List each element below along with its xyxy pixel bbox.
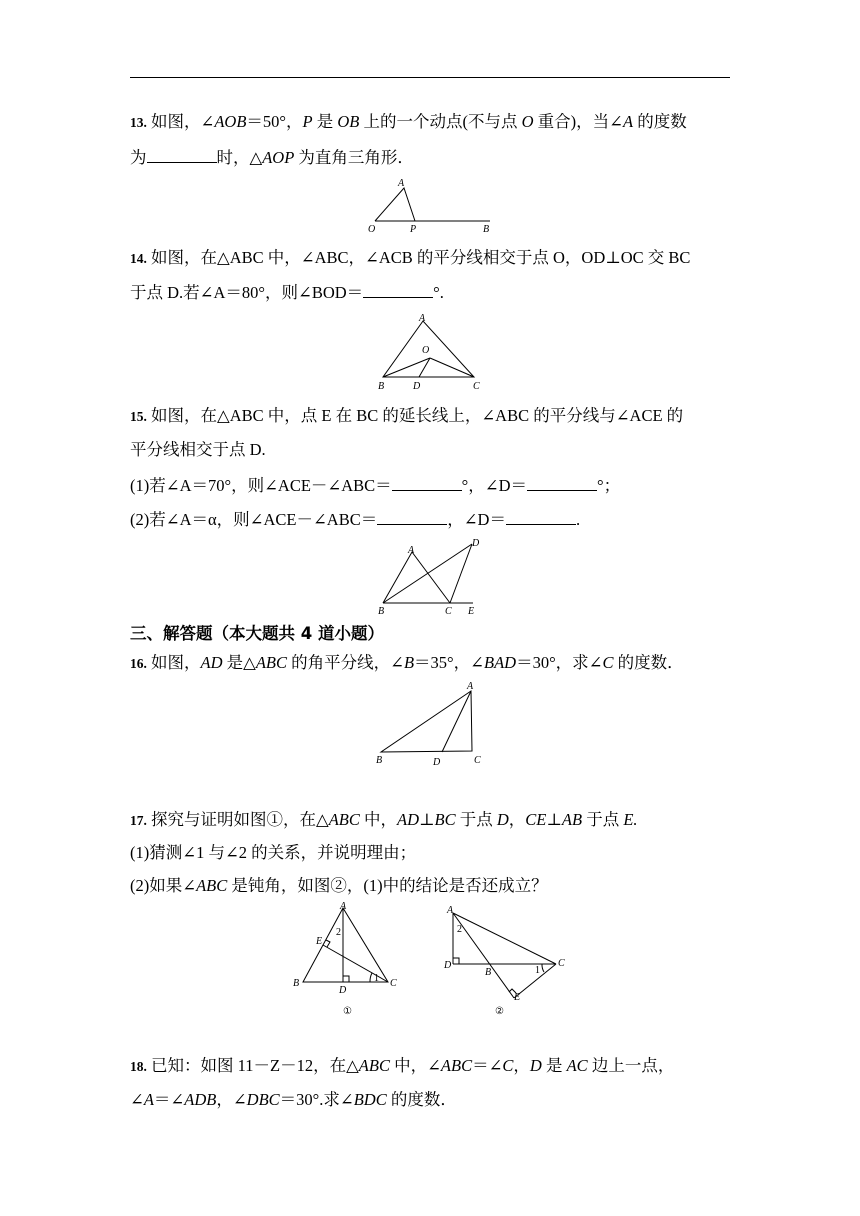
q15-text: . — [575, 510, 581, 529]
q13-text: AOP — [262, 148, 295, 167]
q13-text: 时，△ — [216, 148, 263, 167]
label-d: D — [413, 381, 421, 392]
q13-text: 为直角三角形． — [294, 148, 414, 167]
q16-line1 — [130, 653, 732, 674]
figure-caption: ② — [495, 1006, 504, 1017]
answer-blank[interactable] — [147, 146, 217, 163]
q14-text: °. — [433, 283, 444, 302]
q15-text: (2)若∠A＝α，则∠ACE－∠ABC＝ — [130, 510, 378, 529]
bisector-bd — [383, 544, 472, 603]
bisector-ad — [442, 691, 471, 752]
q13-text: AOB — [214, 112, 247, 131]
label-2: 2 — [336, 927, 341, 938]
q16-text: 的度数． — [613, 653, 684, 672]
q18-text: ＝∠ — [472, 1056, 503, 1075]
q18-text: C — [502, 1056, 514, 1075]
q13-text: A — [622, 112, 634, 131]
q13-number: 13. — [130, 115, 147, 130]
q16-text: 如图， — [146, 653, 201, 672]
q18-text: AC — [566, 1056, 588, 1075]
q16-text: 的角平分线，∠ — [287, 653, 404, 672]
q17-text: (2)如果∠ — [130, 876, 197, 895]
q14-line1 — [130, 248, 732, 269]
label-c: C — [558, 958, 565, 969]
q18-text: BDC — [353, 1090, 387, 1109]
q13-text: 的度数 — [633, 112, 687, 131]
q18-text: 边上一点， — [587, 1056, 675, 1075]
q17-text: BC — [434, 810, 456, 829]
q17-figure-1 — [288, 900, 408, 1020]
line-ae — [453, 913, 514, 998]
label-1: 1 — [535, 965, 540, 976]
q18-text: ∠ — [130, 1090, 144, 1109]
q15-text: 平分线相交于点 D. — [130, 440, 266, 459]
q15-text: 如图，在△ABC 中，点 E 在 BC 的延长线上，∠ABC 的平分线与∠ACE 的 — [146, 406, 684, 425]
label-a: A — [398, 178, 405, 189]
label-b: B — [293, 978, 300, 989]
label-a: A — [447, 905, 454, 916]
q15-line1 — [130, 406, 732, 427]
q18-text: 已知：如图 11－Z－12，在△ — [146, 1056, 359, 1075]
q17-text: CE — [525, 810, 547, 829]
q18-text: ， — [513, 1056, 530, 1075]
q17-text: ABC — [196, 876, 228, 895]
q13-text: P — [302, 112, 313, 131]
q13-text: 重合)，当∠ — [533, 112, 623, 131]
label-e: E — [514, 992, 521, 1003]
q15-text: °； — [597, 476, 621, 495]
bisector-co — [430, 358, 474, 377]
q18-text: 的度数． — [386, 1090, 457, 1109]
q17-text: AB — [561, 810, 583, 829]
triangle-abc — [381, 691, 472, 752]
q16-text: ABC — [255, 653, 287, 672]
angle-1-arc — [542, 964, 544, 972]
q18-text: DBC — [246, 1090, 280, 1109]
q13-text: 是 — [312, 112, 338, 131]
answer-blank[interactable] — [392, 474, 462, 491]
label-b: B — [485, 967, 492, 978]
q17-text: ， — [508, 810, 526, 829]
q13-text: ＝50°， — [246, 112, 303, 131]
q17-figure-2 — [438, 900, 578, 1020]
q16-text: ＝30°，求∠ — [516, 653, 603, 672]
q13-figure — [360, 174, 500, 236]
label-o: O — [422, 345, 430, 356]
q18-text: ＝∠ — [153, 1090, 185, 1109]
label-c: C — [474, 755, 481, 766]
right-angle-d — [453, 958, 459, 964]
q17-text: 于点 — [455, 810, 497, 829]
label-p: P — [410, 224, 417, 235]
q15-line4 — [130, 508, 732, 530]
label-e: E — [316, 936, 323, 947]
q16-text: ＝35°，∠ — [414, 653, 484, 672]
q13-text: O — [521, 112, 534, 131]
q15-figure — [372, 535, 492, 619]
q18-text: ADB — [184, 1090, 217, 1109]
segment-od — [419, 358, 430, 377]
q14-line2 — [130, 281, 732, 303]
section-heading: 三、解答题（本大题共 4 道小题） — [130, 624, 384, 643]
label-d: D — [433, 757, 441, 768]
label-a: A — [340, 901, 347, 912]
q18-text: ABC — [358, 1056, 390, 1075]
q16-text: C — [602, 653, 614, 672]
label-d: D — [444, 960, 452, 971]
q14-text: 于点 D.若∠A＝80°，则∠BOD＝ — [130, 283, 364, 302]
label-c: C — [390, 978, 397, 989]
label-c: C — [473, 381, 480, 392]
q13-line1 — [130, 112, 732, 133]
label-a: A — [408, 545, 415, 556]
q15-text: (1)若∠A＝70°，则∠ACE－∠ABC＝ — [130, 476, 392, 495]
q17-text: 是钝角，如图②，(1)中的结论是否还成立？ — [227, 876, 548, 895]
label-a: A — [467, 681, 474, 692]
q15-number: 15. — [130, 409, 147, 424]
figure-caption: ① — [343, 1006, 352, 1017]
q18-text: 中，∠ — [389, 1056, 441, 1075]
right-angle-e — [326, 940, 330, 947]
label-b: B — [376, 755, 383, 766]
q18-text: ABC — [440, 1056, 473, 1075]
q17-text: D — [496, 810, 509, 829]
angle-1-arc — [370, 973, 372, 982]
q13-text: 上的一个动点(不与点 — [359, 112, 522, 131]
q16-figure — [370, 676, 490, 768]
q17-line2 — [130, 843, 732, 863]
answer-blank[interactable] — [527, 474, 597, 491]
q13-text: 为 — [130, 148, 147, 167]
q18-text: ，∠ — [216, 1090, 247, 1109]
q18-text: ＝30°.求∠ — [279, 1090, 354, 1109]
q16-text: 是△ — [222, 653, 256, 672]
label-c: C — [445, 606, 452, 617]
q17-text: 于点 — [582, 810, 624, 829]
q18-line2 — [130, 1090, 732, 1110]
answer-blank[interactable] — [506, 508, 576, 525]
q14-number: 14. — [130, 251, 147, 266]
answer-blank[interactable] — [377, 508, 447, 525]
sides-ab-ac — [383, 552, 450, 603]
label-a: A — [419, 313, 426, 324]
label-o: O — [368, 224, 376, 235]
label-2: 2 — [457, 924, 462, 935]
q15-text: °，∠D＝ — [461, 476, 527, 495]
q18-text: 是 — [541, 1056, 567, 1075]
q15-line3 — [130, 474, 732, 496]
q14-text: 如图，在△ABC 中，∠ABC，∠ACB 的平分线相交于点 O，OD⊥OC 交 BC — [146, 248, 691, 267]
q17-line1 — [130, 810, 732, 831]
q14-figure — [372, 310, 492, 396]
answer-blank[interactable] — [363, 281, 433, 298]
q17-text: AD — [397, 810, 419, 829]
label-b: B — [483, 224, 490, 235]
q18-line1 — [130, 1056, 732, 1077]
q18-number: 18. — [130, 1059, 147, 1074]
q17-text: ⊥ — [419, 810, 435, 829]
right-angle-d — [343, 976, 349, 982]
header-rule — [130, 77, 730, 78]
q16-text: AD — [200, 653, 223, 672]
q17-number: 17. — [130, 813, 147, 828]
bisector-cd — [450, 544, 472, 603]
q18-text: D — [529, 1056, 542, 1075]
q16-text: BAD — [483, 653, 517, 672]
triangle-aop — [375, 188, 415, 221]
q17-text: 探究与证明如图①，在△ — [146, 810, 329, 829]
q17-text: ABC — [328, 810, 360, 829]
q17-line3 — [130, 876, 732, 896]
label-d: D — [339, 985, 347, 996]
q13-text: OB — [337, 112, 360, 131]
side-ac — [453, 913, 556, 964]
q13-line2 — [130, 146, 732, 168]
label-b: B — [378, 606, 385, 617]
q13-text: 如图，∠ — [146, 112, 215, 131]
q15-text: ，∠D＝ — [447, 510, 506, 529]
q15-line2 — [130, 440, 732, 460]
q16-number: 16. — [130, 656, 147, 671]
q16-text: B — [403, 653, 415, 672]
label-d: D — [472, 538, 480, 549]
label-1: 1 — [374, 973, 379, 984]
q18-text: A — [143, 1090, 154, 1109]
q17-text: 中， — [359, 810, 397, 829]
label-b: B — [378, 381, 385, 392]
q17-text: E. — [623, 810, 638, 829]
label-e: E — [468, 606, 475, 617]
q17-text: (1)猜测∠1 与∠2 的关系，并说明理由； — [130, 843, 417, 862]
q17-text: ⊥ — [546, 810, 562, 829]
